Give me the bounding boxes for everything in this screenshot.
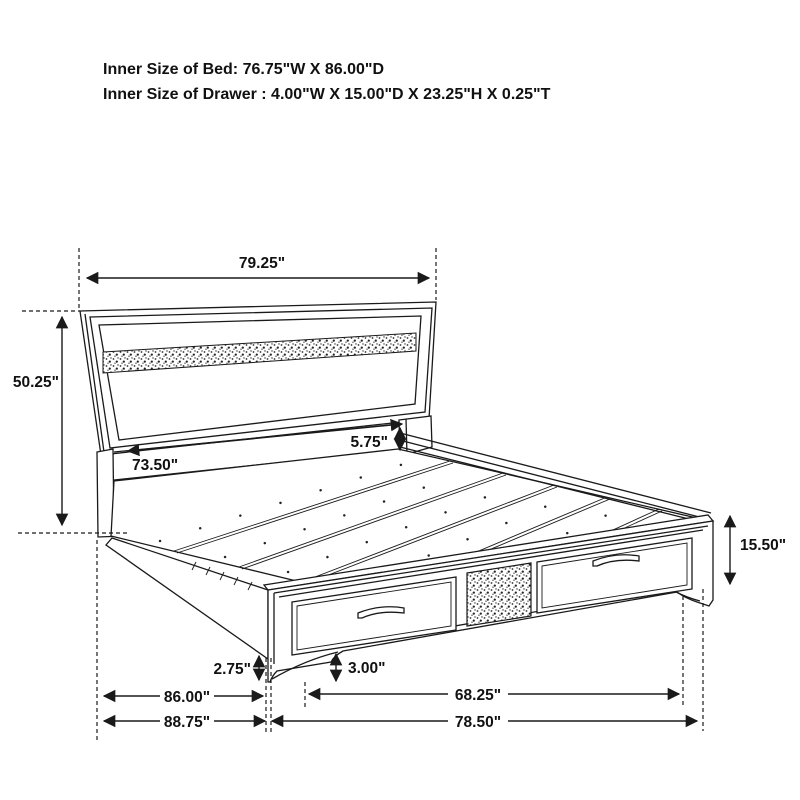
footboard-height-label: 15.50" [740,537,787,554]
dimension-drawer-section-width [309,687,679,704]
dimension-rail-bottom-thickness [213,656,259,680]
rail-bottom-thickness-label: 2.75" [213,661,251,678]
dimension-headboard-height [13,317,62,525]
inner-size-drawer-text: Inner Size of Drawer : 4.00"W X 15.00"D X 23.25"H X 0.25"T [103,86,551,103]
headboard [80,302,436,455]
deck-to-rail-top-label: 5.75" [350,434,388,451]
dimension-overall-length [104,714,265,731]
overall-length-label: 88.75" [163,714,211,731]
headboard-width-label: 79.25" [238,255,286,272]
dimension-foot-clearance [336,654,386,681]
dimension-headboard-width [87,255,429,278]
inner-size-bed-text: Inner Size of Bed: 76.75"W X 86.00"D [103,61,385,78]
foot-clearance-label: 3.00" [348,660,386,677]
footboard-width-label: 78.50" [454,714,502,731]
drawer-section-width-label: 68.25" [454,687,502,704]
dimension-footboard-width [272,714,697,731]
dimension-inner-length [104,689,263,706]
inner-width-label: 73.50" [132,457,179,474]
headboard-outer-frame [80,302,436,455]
dimension-deck-to-rail-top [350,428,400,451]
headboard-height-label: 50.25" [12,374,59,391]
inner-length-label: 86.00" [163,689,211,706]
dimension-footboard-height [730,516,786,584]
footboard-sparkle-panel [467,563,531,626]
